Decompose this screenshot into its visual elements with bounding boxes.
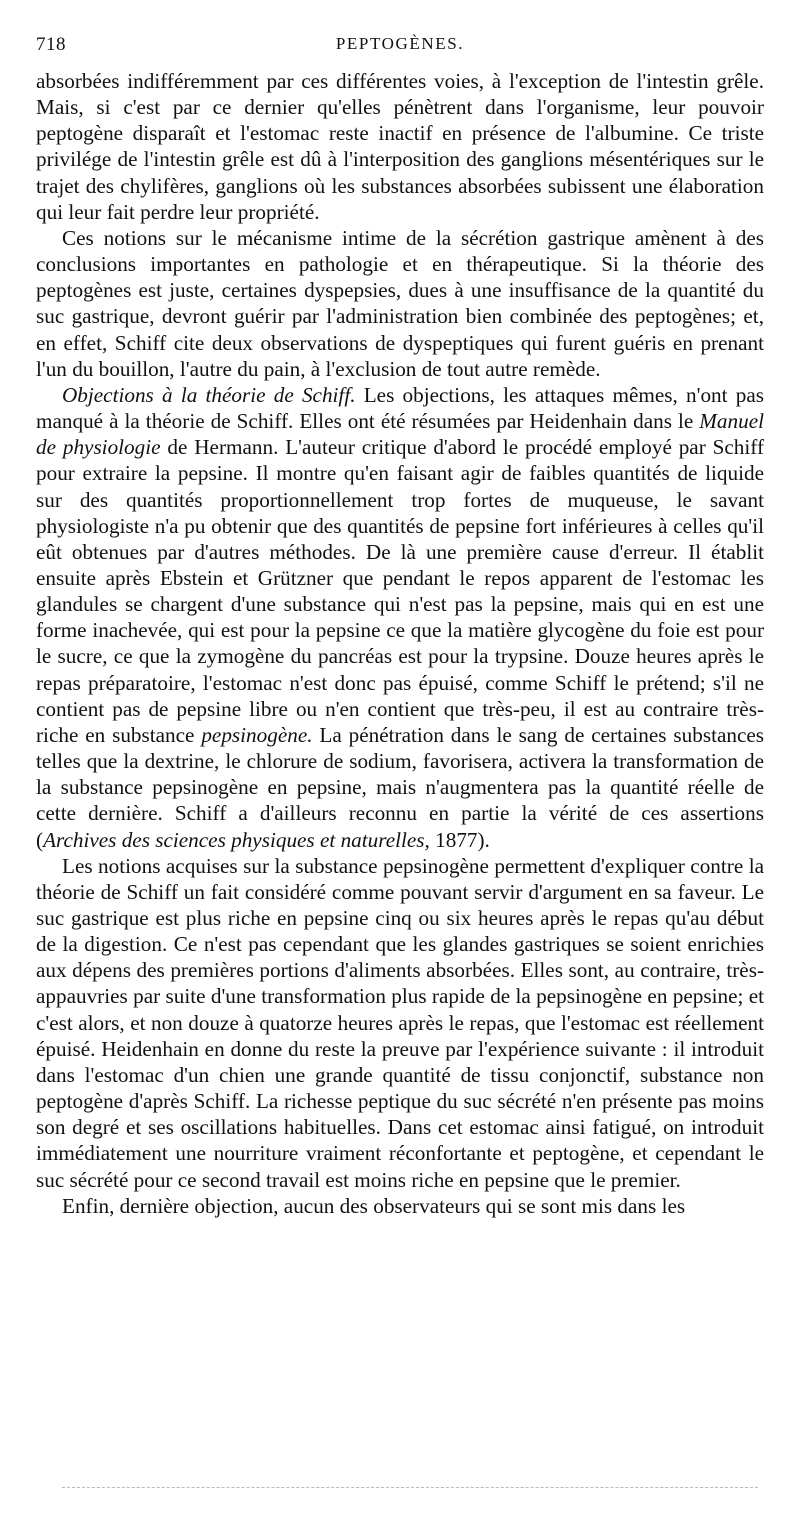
body-text — [36, 68, 764, 1219]
term-italic: pepsinogène. — [201, 722, 313, 747]
section-heading-italic: Objections à la théorie de Schiff. — [62, 382, 356, 407]
paragraph-3-text-d: 1877). — [429, 827, 490, 852]
paragraph-2: Ces notions sur le mécanisme intime de la sécrétion gastrique amènent à des conclusions importantes en pathologie et en thérapeutique. Si la théorie des peptogènes est juste, certaines dyspepsies, dues à une insuffisance de la quantité du suc gastrique, devront guérir par l'administration bien combinée des peptogènes; et, en effet, Schiff cite deux observations de dyspeptiques qui furent guéris en prenant l'un du bouillon, l'autre du pain, à l'exclusion de tout autre remède. — [36, 225, 764, 381]
paragraph-5: Enfin, dernière objection, aucun des observateurs qui se sont mis dans les — [62, 1193, 686, 1218]
page-number: 718 — [36, 34, 66, 55]
paragraph-3-text-c: La pénétration dans le sang de certaines substances telles que la dextrine, le chlorure de sodium, favorisera, activera la transformation de la substance pepsinogène en pepsine, mais n'augmentera pas la quantité réelle de cette dernière. Schiff a d'ailleurs reconnu en partie la vérité de ces assertions ( — [36, 722, 765, 852]
paragraph-3 — [36, 382, 764, 853]
book-title-italic: Manuel de physiologie — [36, 409, 764, 460]
paragraph-4: Les notions acquises sur la substance pepsinogène permettent d'expliquer contre la théorie de Schiff un fait considéré comme pouvant servir d'argument en sa faveur. Le suc gastrique est plus riche en pepsine cinq ou six heures après le repas qu'au début de la digestion. Ce n'est pas cependant que les glandes gastriques se soient enrichies aux dépens des premières portions d'aliments absorbées. Elles sont, au contraire, très-appauvries par suite d'une transformation plus rapide de la pepsinogène en pepsine; et c'est alors, et non douze à quatorze heures après le repas, que l'estomac est réellement épuisé. Heidenhain en donne du reste la preuve par l'expérience suivante : il introduit dans l'estomac d'un chien une grande quantité de tissu conjonctif, substance non peptogène d'après Schiff. La richesse peptique du suc sécrété n'en présente pas moins son degré et ses oscillations habituelles. Dans cet estomac ainsi fatigué, on introduit immédiatement une nourriture vraiment réconfortante et peptogène, et cependant le suc sécrété pour ce second travail est moins riche en pepsine que le premier. — [36, 853, 764, 1192]
journal-title-italic: Archives des sciences physiques et naturelles, — [43, 827, 430, 852]
footer-rule — [62, 1487, 758, 1488]
paragraph-3-text-a: Les objections, les attaques mêmes, n'ont pas manqué à la théorie de Schiff. Elles ont été résumées par Heidenhain dans le — [36, 382, 764, 434]
paragraph-1: absorbées indifféremment par ces différentes voies, à l'exception de l'intestin grêle. Mais, si c'est par ce dernier qu'elles pénètrent dans l'organisme, leur pouvoir peptogène disparaît et l'estomac reste inactif en présence de l'albumine. Ce triste privilége de l'intestin grêle est dû à l'interposition des ganglions mésentériques sur le trajet des chylifères, ganglions où les substances absorbées subissent une élaboration qui leur fait perdre leur propriété. — [36, 69, 764, 224]
paragraph-3-text-b: de Hermann. L'auteur critique d'abord le procédé employé par Schiff pour extraire la pepsine. Il montre qu'en faisant agir de faibles quantités de liquide sur des quantités proportionnellement trop fortes de muqueuse, le savant physiologiste n'a pu obtenir que des quantités de pepsine fort inférieures à celles qu'il eût obtenues par d'autres méthodes. De là une première cause d'erreur. Il établit ensuite après Ebstein et Grützner que pendant le repos apparent de l'estomac les glandules se chargent d'une substance qui n'est pas la pepsine, mais qui en est une forme inachevée, qui est pour la pepsine ce que la matière glycogène du foie est pour le sucre, ce que la zymogène du pancréas est pour la trypsine. Douze heures après le repas préparatoire, l'estomac n'est donc pas épuisé, comme Schiff le prétend; s'il ne contient pas de pepsine libre ou n'en contient que très-peu, il est au contraire très-riche en substance — [36, 435, 765, 747]
page-header — [36, 34, 764, 60]
running-head: PEPTOGÈNES. — [335, 34, 465, 53]
